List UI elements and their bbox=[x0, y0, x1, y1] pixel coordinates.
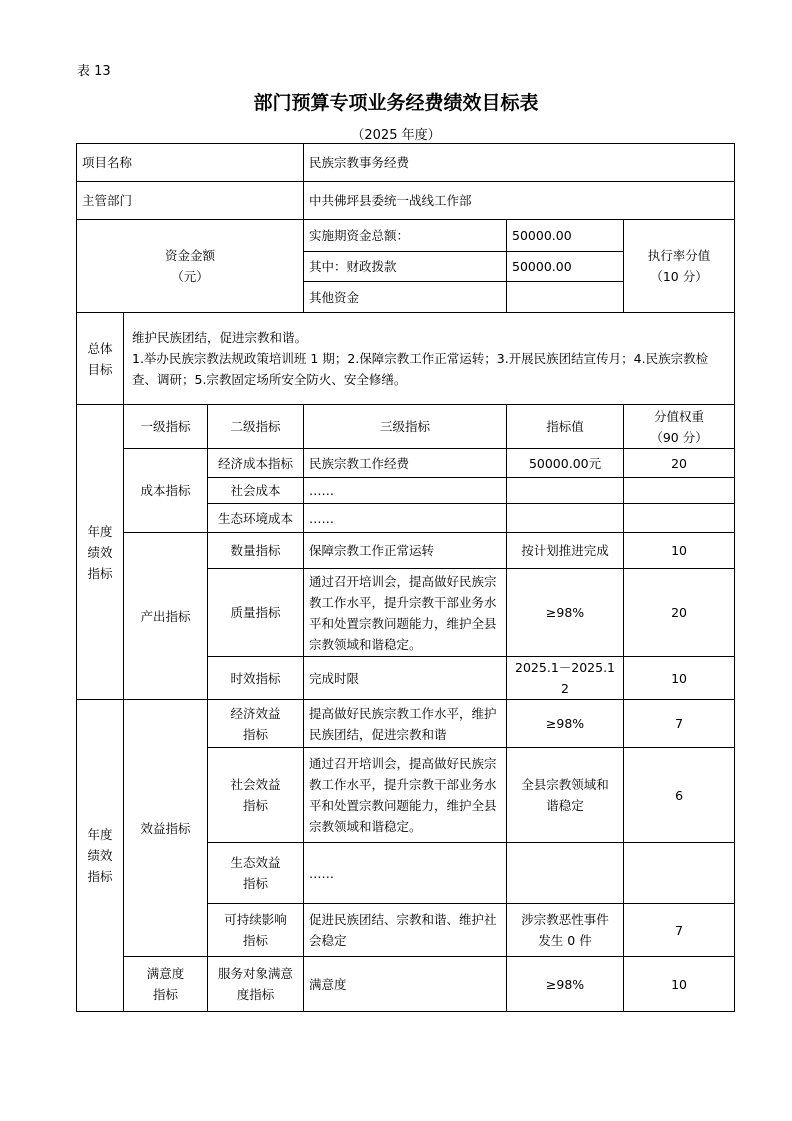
header-level2: 二级指标 bbox=[208, 405, 304, 449]
weight-cell bbox=[624, 478, 735, 504]
value-cell: ≥98% bbox=[507, 700, 624, 748]
level2-cell: 社会成本 bbox=[208, 478, 304, 504]
value-cell: 2025.1－2025.12 bbox=[507, 657, 624, 700]
value-cell bbox=[507, 478, 624, 504]
level3-cell: 民族宗教工作经费 bbox=[304, 449, 507, 478]
level2-cell: 经济成本指标 bbox=[208, 449, 304, 478]
level2-cell: 生态效益 指标 bbox=[208, 843, 304, 904]
level3-cell: 满意度 bbox=[304, 957, 507, 1012]
level3-cell: 提高做好民族宗教工作水平，维护民族团结，促进宗教和谐 bbox=[304, 700, 507, 748]
weight-cell bbox=[624, 843, 735, 904]
level1-benefit: 效益指标 bbox=[124, 700, 208, 957]
funds-fiscal-label: 其中：财政拨款 bbox=[304, 252, 507, 282]
value-cell bbox=[507, 843, 624, 904]
level3-cell: 通过召开培训会，提高做好民族宗教工作水平，提升宗教干部业务水平和处置宗教问题能力，维护全县宗教领域和谐稳定。 bbox=[304, 569, 507, 657]
level2-cell: 质量指标 bbox=[208, 569, 304, 657]
value-cell bbox=[507, 504, 624, 533]
weight-cell: 6 bbox=[624, 748, 735, 843]
level2-cell: 生态环境成本 bbox=[208, 504, 304, 533]
document-year: （2025 年度） bbox=[351, 128, 441, 143]
level1-output: 产出指标 bbox=[124, 533, 208, 700]
project-value: 民族宗教事务经费 bbox=[304, 144, 735, 182]
weight-cell bbox=[624, 504, 735, 533]
weight-cell: 7 bbox=[624, 904, 735, 957]
level1-satisfaction: 满意度 指标 bbox=[124, 957, 208, 1012]
level2-cell: 时效指标 bbox=[208, 657, 304, 700]
overall-goal-row bbox=[77, 313, 735, 405]
document-title: 部门预算专项业务经费绩效目标表 bbox=[253, 92, 539, 114]
level3-cell: 促进民族团结、宗教和谐、维护社会稳定 bbox=[304, 904, 507, 957]
level2-cell: 社会效益 指标 bbox=[208, 748, 304, 843]
value-cell: 全县宗教领域和 谐稳定 bbox=[507, 748, 624, 843]
section-label-output: 年度 绩效 指标 bbox=[77, 405, 124, 700]
weight-cell: 10 bbox=[624, 657, 735, 700]
level3-cell: 保障宗教工作正常运转 bbox=[304, 533, 507, 569]
funds-total-label: 实施期资金总额： bbox=[304, 220, 507, 252]
execution-rate-score: 执行率分值 （10 分） bbox=[624, 220, 735, 313]
header-level3: 三级指标 bbox=[304, 405, 507, 449]
weight-cell: 10 bbox=[624, 533, 735, 569]
level3-cell: 通过召开培训会，提高做好民族宗教工作水平，提升宗教干部业务水平和处置宗教问题能力，维护全县宗教领域和谐稳定。 bbox=[304, 748, 507, 843]
table-number: 表 13 bbox=[77, 64, 111, 79]
level2-cell: 经济效益 指标 bbox=[208, 700, 304, 748]
value-cell: 50000.00元 bbox=[507, 449, 624, 478]
level1-cost: 成本指标 bbox=[124, 449, 208, 533]
level3-cell: …… bbox=[304, 843, 507, 904]
weight-cell: 20 bbox=[624, 569, 735, 657]
level3-cell: …… bbox=[304, 504, 507, 533]
funds-other-label: 其他资金 bbox=[304, 282, 507, 313]
value-cell: 涉宗教恶性事件 发生 0 件 bbox=[507, 904, 624, 957]
level2-cell: 服务对象满意 度指标 bbox=[208, 957, 304, 1012]
performance-target-table bbox=[76, 143, 735, 1012]
value-cell: ≥98% bbox=[507, 569, 624, 657]
header-value: 指标值 bbox=[507, 405, 624, 449]
table-row bbox=[77, 533, 735, 569]
project-label: 项目名称 bbox=[77, 144, 304, 182]
funds-fiscal-value: 50000.00 bbox=[507, 252, 624, 282]
header-weight: 分值权重 （90 分） bbox=[624, 405, 735, 449]
project-row bbox=[77, 144, 735, 182]
level3-cell: 完成时限 bbox=[304, 657, 507, 700]
table-row bbox=[77, 449, 735, 478]
weight-cell: 7 bbox=[624, 700, 735, 748]
overall-goal-label: 总体 目标 bbox=[77, 313, 124, 405]
level3-cell: …… bbox=[304, 478, 507, 504]
funds-total-value: 50000.00 bbox=[507, 220, 624, 252]
level2-cell: 数量指标 bbox=[208, 533, 304, 569]
indicator-header-row bbox=[77, 405, 735, 449]
value-cell: ≥98% bbox=[507, 957, 624, 1012]
value-cell: 按计划推进完成 bbox=[507, 533, 624, 569]
header-level1: 一级指标 bbox=[124, 405, 208, 449]
section-label-benefit: 年度 绩效 指标 bbox=[77, 700, 124, 1012]
department-label: 主管部门 bbox=[77, 182, 304, 220]
level2-cell: 可持续影响 指标 bbox=[208, 904, 304, 957]
table-row bbox=[77, 700, 735, 748]
weight-cell: 20 bbox=[624, 449, 735, 478]
table-row bbox=[77, 957, 735, 1012]
department-value: 中共佛坪县委统一战线工作部 bbox=[304, 182, 735, 220]
overall-goal-text: 维护民族团结，促进宗教和谐。 1.举办民族宗教法规政策培训班 1 期；2.保障宗教工作正常运转；3.开展民族团结宣传月；4.民族宗教检查、调研；5.宗教固定场所安全防火、安全修缮。 bbox=[124, 313, 735, 405]
funds-row-total bbox=[77, 220, 735, 252]
department-row bbox=[77, 182, 735, 220]
weight-cell: 10 bbox=[624, 957, 735, 1012]
funds-label: 资金金额 （元） bbox=[77, 220, 304, 313]
funds-other-value bbox=[507, 282, 624, 313]
